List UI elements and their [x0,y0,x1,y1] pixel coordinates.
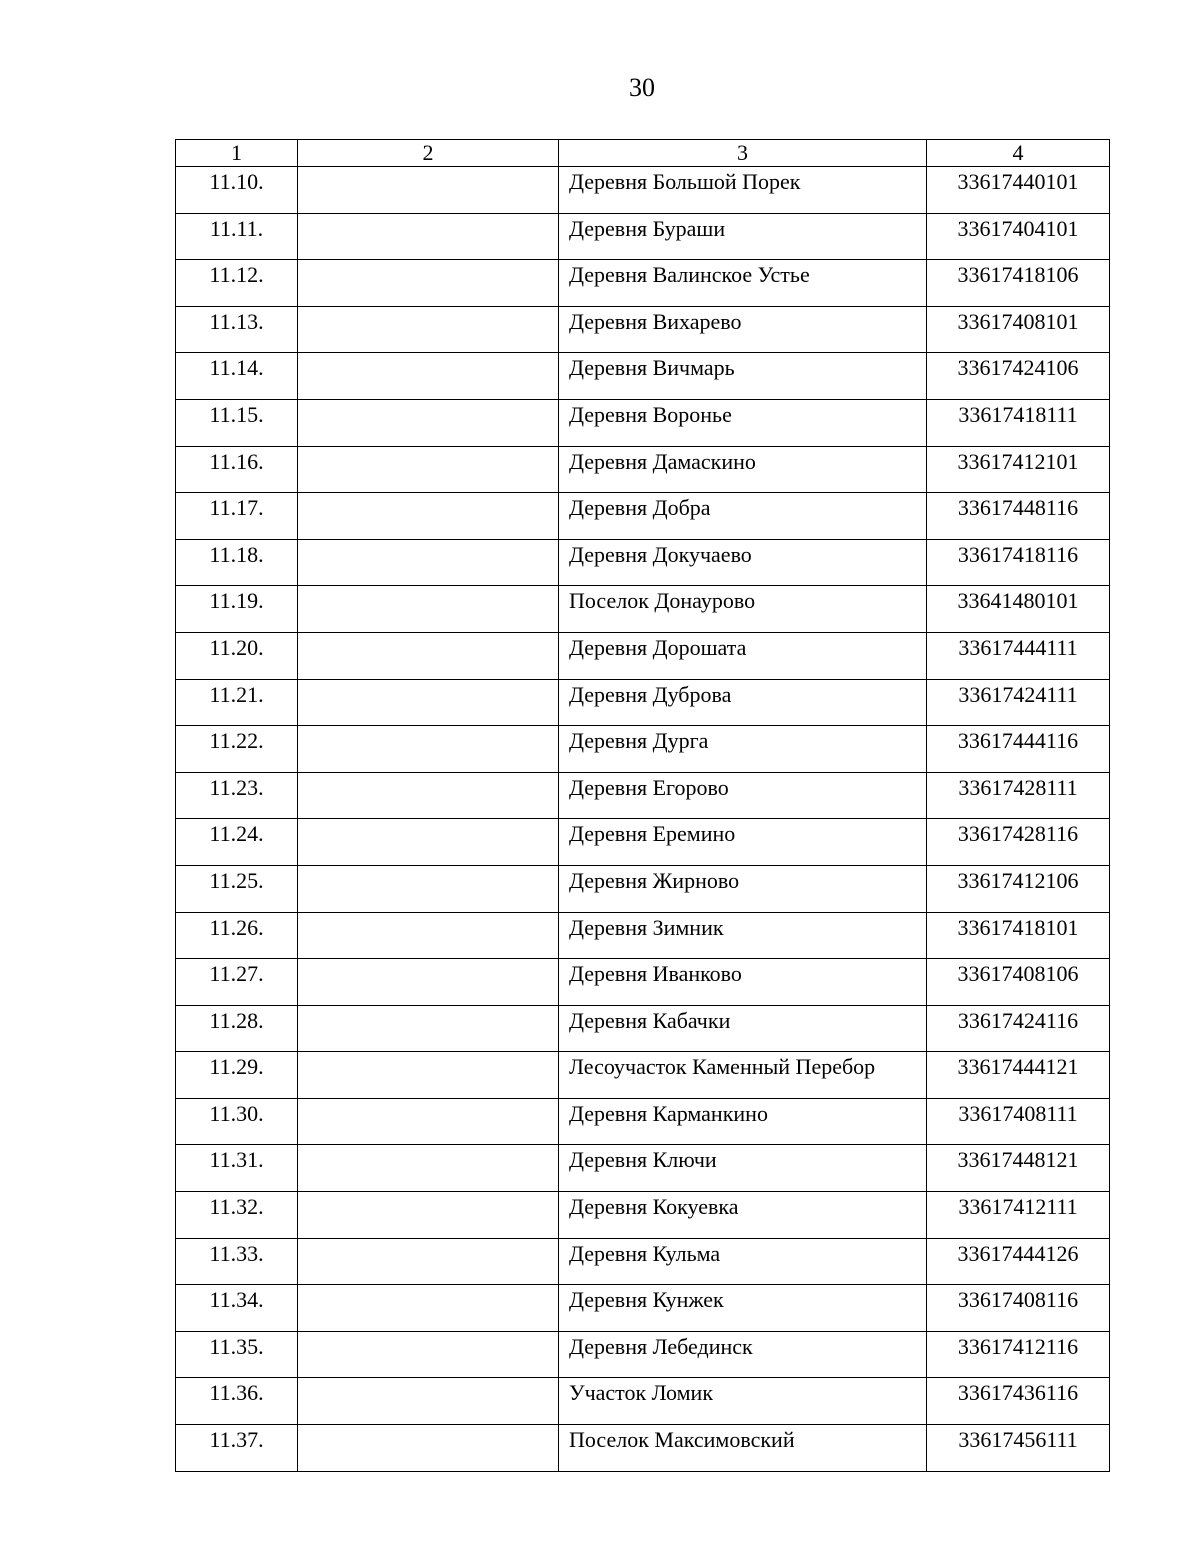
page-number: 30 [629,73,655,102]
settlement-name-cell: Поселок Донаурово [559,586,927,633]
settlement-name-cell: Деревня Еремино [559,819,927,866]
oktmo-code-cell: 33617440101 [927,167,1110,214]
row-number-cell: 11.12. [176,260,298,307]
column-2-cell [298,1378,559,1425]
settlement-name-cell: Деревня Кокуевка [559,1192,927,1239]
column-2-cell [298,586,559,633]
column-2-cell [298,1145,559,1192]
oktmo-code-cell: 33617424106 [927,353,1110,400]
row-number-cell: 11.13. [176,306,298,353]
settlement-name-cell: Деревня Дорошата [559,632,927,679]
settlement-name-cell: Деревня Вичмарь [559,353,927,400]
column-2-cell [298,1005,559,1052]
row-number-cell: 11.37. [176,1425,298,1472]
column-2-cell [298,493,559,540]
table-row [176,865,1110,912]
row-number-cell: 11.16. [176,446,298,493]
row-number-cell: 11.20. [176,632,298,679]
oktmo-code-cell: 33617418106 [927,260,1110,307]
column-2-cell [298,1425,559,1472]
oktmo-code-cell: 33617424116 [927,1005,1110,1052]
settlement-name-cell: Деревня Дуброва [559,679,927,726]
column-2-cell [298,912,559,959]
table-row [176,1098,1110,1145]
settlement-name-cell: Деревня Вихарево [559,306,927,353]
oktmo-code-cell: 33617418116 [927,539,1110,586]
oktmo-code-cell: 33641480101 [927,586,1110,633]
settlement-name-cell: Деревня Жирново [559,865,927,912]
oktmo-code-cell: 33617436116 [927,1378,1110,1425]
settlement-name-cell: Поселок Максимовский [559,1425,927,1472]
column-2-cell [298,306,559,353]
oktmo-code-cell: 33617448121 [927,1145,1110,1192]
oktmo-code-cell: 33617408101 [927,306,1110,353]
table-row [176,1192,1110,1239]
column-2-cell [298,399,559,446]
oktmo-code-cell: 33617448116 [927,493,1110,540]
oktmo-code-cell: 33617444116 [927,726,1110,773]
row-number-cell: 11.35. [176,1331,298,1378]
settlement-name-cell: Лесоучасток Каменный Перебор [559,1052,927,1099]
column-2-cell [298,819,559,866]
table-row [176,1145,1110,1192]
oktmo-code-cell: 33617428111 [927,772,1110,819]
column-2-cell [298,726,559,773]
table-row [176,1238,1110,1285]
oktmo-code-cell: 33617404101 [927,213,1110,260]
settlement-name-cell: Деревня Кабачки [559,1005,927,1052]
table-row [176,819,1110,866]
row-number-cell: 11.21. [176,679,298,726]
settlement-name-cell: Деревня Кульма [559,1238,927,1285]
header-col-3: 3 [559,140,927,167]
row-number-cell: 11.19. [176,586,298,633]
settlement-name-cell: Деревня Зимник [559,912,927,959]
row-number-cell: 11.31. [176,1145,298,1192]
column-2-cell [298,865,559,912]
oktmo-code-cell: 33617412111 [927,1192,1110,1239]
table-row [176,213,1110,260]
table-row [176,1378,1110,1425]
oktmo-code-cell: 33617408116 [927,1285,1110,1332]
oktmo-code-cell: 33617412106 [927,865,1110,912]
oktmo-code-cell: 33617408111 [927,1098,1110,1145]
settlement-name-cell: Деревня Лебединск [559,1331,927,1378]
row-number-cell: 11.24. [176,819,298,866]
row-number-cell: 11.22. [176,726,298,773]
column-2-cell [298,1238,559,1285]
row-number-cell: 11.17. [176,493,298,540]
table-row [176,1285,1110,1332]
oktmo-code-cell: 33617418101 [927,912,1110,959]
column-2-cell [298,213,559,260]
column-2-cell [298,539,559,586]
column-2-cell [298,772,559,819]
column-2-cell [298,1331,559,1378]
column-2-cell [298,167,559,214]
table-row [176,1425,1110,1472]
settlement-name-cell: Деревня Валинское Устье [559,260,927,307]
oktmo-code-cell: 33617456111 [927,1425,1110,1472]
column-2-cell [298,1285,559,1332]
row-number-cell: 11.30. [176,1098,298,1145]
table-row [176,260,1110,307]
oktmo-code-cell: 33617444121 [927,1052,1110,1099]
row-number-cell: 11.27. [176,959,298,1006]
row-number-cell: 11.33. [176,1238,298,1285]
table-row [176,586,1110,633]
table-body [176,167,1110,1472]
settlement-name-cell: Деревня Докучаево [559,539,927,586]
table-row [176,1052,1110,1099]
column-2-cell [298,353,559,400]
header-col-2: 2 [298,140,559,167]
column-2-cell [298,1192,559,1239]
header-col-4: 4 [927,140,1110,167]
table-row [176,912,1110,959]
settlement-name-cell: Деревня Воронье [559,399,927,446]
header-row [176,140,1110,167]
oktmo-code-cell: 33617418111 [927,399,1110,446]
table-row [176,679,1110,726]
settlement-name-cell: Деревня Добра [559,493,927,540]
row-number-cell: 11.15. [176,399,298,446]
row-number-cell: 11.36. [176,1378,298,1425]
settlement-name-cell: Деревня Ключи [559,1145,927,1192]
settlement-name-cell: Деревня Кунжек [559,1285,927,1332]
table-row [176,1005,1110,1052]
row-number-cell: 11.18. [176,539,298,586]
settlement-name-cell: Участок Ломик [559,1378,927,1425]
row-number-cell: 11.10. [176,167,298,214]
oktmo-code-cell: 33617428116 [927,819,1110,866]
oktmo-code-cell: 33617424111 [927,679,1110,726]
settlements-table [175,139,1110,1472]
settlement-name-cell: Деревня Иванково [559,959,927,1006]
row-number-cell: 11.26. [176,912,298,959]
row-number-cell: 11.23. [176,772,298,819]
header-col-1: 1 [176,140,298,167]
column-2-cell [298,1052,559,1099]
table-row [176,399,1110,446]
table-row [176,446,1110,493]
settlement-name-cell: Деревня Бураши [559,213,927,260]
row-number-cell: 11.29. [176,1052,298,1099]
column-2-cell [298,959,559,1006]
settlement-name-cell: Деревня Карманкино [559,1098,927,1145]
table-row [176,1331,1110,1378]
table-row [176,772,1110,819]
column-2-cell [298,1098,559,1145]
row-number-cell: 11.34. [176,1285,298,1332]
oktmo-code-cell: 33617412116 [927,1331,1110,1378]
settlement-name-cell: Деревня Егорово [559,772,927,819]
table-header [176,140,1110,167]
table-row [176,539,1110,586]
oktmo-code-cell: 33617444126 [927,1238,1110,1285]
column-2-cell [298,632,559,679]
table-row [176,632,1110,679]
row-number-cell: 11.25. [176,865,298,912]
column-2-cell [298,260,559,307]
oktmo-code-cell: 33617444111 [927,632,1110,679]
settlement-name-cell: Деревня Большой Порек [559,167,927,214]
settlement-name-cell: Деревня Дурга [559,726,927,773]
table-row [176,959,1110,1006]
table-row [176,167,1110,214]
table-row [176,353,1110,400]
oktmo-code-cell: 33617408106 [927,959,1110,1006]
row-number-cell: 11.11. [176,213,298,260]
row-number-cell: 11.28. [176,1005,298,1052]
oktmo-code-cell: 33617412101 [927,446,1110,493]
row-number-cell: 11.14. [176,353,298,400]
settlement-name-cell: Деревня Дамаскино [559,446,927,493]
table-row [176,493,1110,540]
table-row [176,306,1110,353]
row-number-cell: 11.32. [176,1192,298,1239]
table-row [176,726,1110,773]
column-2-cell [298,679,559,726]
column-2-cell [298,446,559,493]
